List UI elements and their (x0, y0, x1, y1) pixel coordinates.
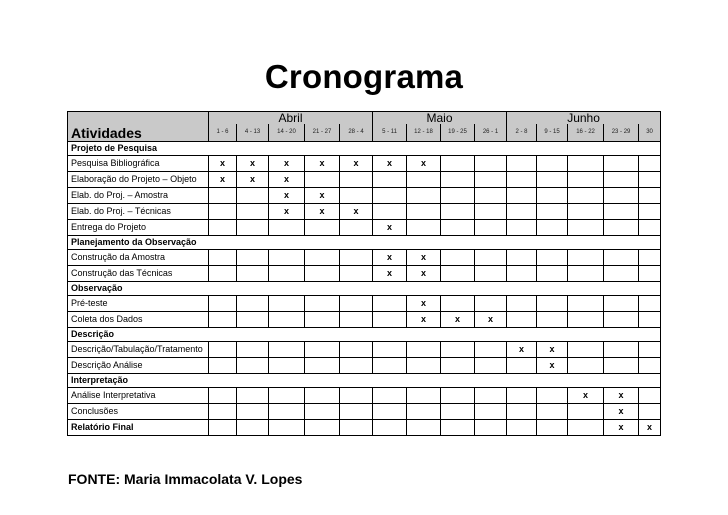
schedule-cell (475, 420, 507, 436)
schedule-cell (441, 404, 475, 420)
activity-label: Construção da Amostra (68, 250, 209, 266)
schedule-cell: x (373, 220, 407, 236)
activity-label: Elaboração do Projeto – Objeto (68, 172, 209, 188)
schedule-cell (305, 172, 340, 188)
schedule-cell (209, 358, 237, 374)
schedule-cell (237, 188, 269, 204)
week-header: 16 - 22 (568, 124, 604, 142)
schedule-cell (537, 172, 568, 188)
week-header: 1 - 6 (209, 124, 237, 142)
schedule-cell (604, 296, 639, 312)
section-label: Planejamento da Observação (68, 236, 661, 250)
schedule-cell: x (237, 156, 269, 172)
schedule-cell: x (507, 342, 537, 358)
week-header: 26 - 1 (475, 124, 507, 142)
schedule-cell (340, 188, 373, 204)
schedule-cell (209, 388, 237, 404)
schedule-cell (507, 296, 537, 312)
schedule-cell (568, 312, 604, 328)
section-label: Projeto de Pesquisa (68, 142, 661, 156)
schedule-cell: x (407, 296, 441, 312)
schedule-cell (373, 420, 407, 436)
schedule-cell (537, 204, 568, 220)
schedule-cell (407, 420, 441, 436)
schedule-cell (441, 358, 475, 374)
schedule-cell (209, 204, 237, 220)
schedule-cell (340, 404, 373, 420)
schedule-cell (407, 358, 441, 374)
month-header: Abril (209, 112, 373, 125)
schedule-cell (305, 250, 340, 266)
schedule-cell (537, 312, 568, 328)
section-row (68, 282, 661, 296)
schedule-cell (441, 388, 475, 404)
schedule-cell (537, 220, 568, 236)
week-header: 23 - 29 (604, 124, 639, 142)
schedule-cell: x (209, 172, 237, 188)
schedule-cell (407, 188, 441, 204)
schedule-cell: x (475, 312, 507, 328)
schedule-cell: x (568, 388, 604, 404)
schedule-cell (537, 188, 568, 204)
schedule-cell (507, 404, 537, 420)
section-label: Descrição (68, 328, 661, 342)
month-header: Junho (507, 112, 661, 125)
schedule-cell (269, 404, 305, 420)
schedule-cell (507, 204, 537, 220)
schedule-cell (209, 312, 237, 328)
schedule-cell: x (269, 188, 305, 204)
schedule-cell (237, 220, 269, 236)
schedule-cell (373, 358, 407, 374)
schedule-cell: x (604, 404, 639, 420)
schedule-cell (639, 312, 661, 328)
schedule-cell (537, 404, 568, 420)
schedule-cell (237, 388, 269, 404)
schedule-cell: x (407, 266, 441, 282)
activity-label: Entrega do Projeto (68, 220, 209, 236)
schedule-cell (340, 358, 373, 374)
schedule-cell: x (340, 204, 373, 220)
schedule-cell (269, 296, 305, 312)
week-header: 12 - 18 (407, 124, 441, 142)
activity-row (68, 172, 661, 188)
activity-row (68, 388, 661, 404)
schedule-cell: x (237, 172, 269, 188)
schedule-cell (237, 204, 269, 220)
schedule-cell: x (305, 156, 340, 172)
schedule-cell (639, 342, 661, 358)
schedule-cell (237, 342, 269, 358)
schedule-cell: x (441, 312, 475, 328)
schedule-cell (237, 266, 269, 282)
schedule-cell (305, 388, 340, 404)
schedule-cell: x (373, 156, 407, 172)
schedule-cell (305, 420, 340, 436)
schedule-cell (340, 342, 373, 358)
schedule-cell (568, 172, 604, 188)
schedule-cell (568, 420, 604, 436)
activity-label: Análise Interpretativa (68, 388, 209, 404)
schedule-cell (604, 250, 639, 266)
schedule-cell (475, 342, 507, 358)
schedule-cell (305, 220, 340, 236)
week-header: 28 - 4 (340, 124, 373, 142)
schedule-table (67, 111, 661, 436)
schedule-cell (639, 296, 661, 312)
schedule-cell (639, 358, 661, 374)
schedule-cell (475, 220, 507, 236)
schedule-cell (507, 220, 537, 236)
header-spacer (68, 112, 209, 125)
section-row (68, 328, 661, 342)
activity-label: Pesquisa Bibliográfica (68, 156, 209, 172)
activity-row (68, 404, 661, 420)
section-label: Observação (68, 282, 661, 296)
activity-row (68, 156, 661, 172)
activity-row (68, 204, 661, 220)
schedule-cell: x (269, 156, 305, 172)
schedule-cell: x (269, 204, 305, 220)
schedule-cell (269, 220, 305, 236)
schedule-cell (340, 296, 373, 312)
schedule-cell (373, 204, 407, 220)
activity-row (68, 312, 661, 328)
schedule-cell (639, 250, 661, 266)
activity-label: Relatório Final (68, 420, 209, 436)
schedule-cell (441, 250, 475, 266)
schedule-cell (475, 266, 507, 282)
schedule-cell (373, 342, 407, 358)
schedule-cell (507, 188, 537, 204)
schedule-cell (373, 404, 407, 420)
schedule-cell (507, 266, 537, 282)
schedule-cell: x (639, 420, 661, 436)
schedule-cell (373, 188, 407, 204)
schedule-cell (441, 204, 475, 220)
schedule-cell (604, 342, 639, 358)
schedule-cell (305, 312, 340, 328)
week-header-row (68, 124, 661, 142)
schedule-cell (568, 404, 604, 420)
activity-row (68, 250, 661, 266)
schedule-cell (507, 156, 537, 172)
activity-label: Conclusões (68, 404, 209, 420)
schedule-cell (475, 358, 507, 374)
schedule-cell: x (604, 420, 639, 436)
schedule-cell (604, 312, 639, 328)
activity-label: Construção das Técnicas (68, 266, 209, 282)
schedule-cell (340, 220, 373, 236)
page-title: Cronograma (264, 58, 464, 95)
activity-label: Elab. do Proj. – Técnicas (68, 204, 209, 220)
activity-label: Descrição Análise (68, 358, 209, 374)
schedule-cell (568, 188, 604, 204)
schedule-cell (639, 156, 661, 172)
schedule-cell (604, 266, 639, 282)
activity-row (68, 420, 661, 436)
month-header-row (68, 112, 661, 125)
schedule-cell (407, 404, 441, 420)
schedule-cell (475, 250, 507, 266)
schedule-cell: x (407, 312, 441, 328)
schedule-cell (237, 404, 269, 420)
schedule-cell (373, 312, 407, 328)
schedule-cell: x (305, 188, 340, 204)
activity-row (68, 358, 661, 374)
schedule-cell (441, 342, 475, 358)
activity-row (68, 296, 661, 312)
schedule-cell: x (373, 266, 407, 282)
activity-label: Pré-teste (68, 296, 209, 312)
schedule-cell (407, 172, 441, 188)
week-header: 30 (639, 124, 661, 142)
schedule-cell (568, 358, 604, 374)
schedule-cell: x (537, 358, 568, 374)
section-row (68, 374, 661, 388)
schedule-cell: x (269, 172, 305, 188)
schedule-cell: x (373, 250, 407, 266)
schedule-cell (441, 188, 475, 204)
schedule-cell (237, 420, 269, 436)
schedule-cell: x (407, 250, 441, 266)
schedule-cell (441, 220, 475, 236)
activity-row (68, 188, 661, 204)
section-row (68, 142, 661, 156)
schedule-cell (537, 296, 568, 312)
week-header: 9 - 15 (537, 124, 568, 142)
schedule-cell (475, 388, 507, 404)
week-header: 19 - 25 (441, 124, 475, 142)
schedule-cell: x (340, 156, 373, 172)
schedule-cell (639, 172, 661, 188)
schedule-cell (507, 358, 537, 374)
activity-label: Coleta dos Dados (68, 312, 209, 328)
schedule-cell (568, 342, 604, 358)
week-header: 4 - 13 (237, 124, 269, 142)
schedule-cell (340, 388, 373, 404)
schedule-cell (507, 312, 537, 328)
schedule-cell (441, 296, 475, 312)
schedule-cell (373, 296, 407, 312)
schedule-cell (441, 172, 475, 188)
schedule-cell (340, 420, 373, 436)
schedule-cell (568, 220, 604, 236)
schedule-cell (407, 342, 441, 358)
schedule-cell (305, 342, 340, 358)
schedule-cell (639, 266, 661, 282)
schedule-cell (475, 296, 507, 312)
schedule-cell (568, 156, 604, 172)
schedule-cell (237, 358, 269, 374)
schedule-cell (340, 312, 373, 328)
schedule-cell: x (209, 156, 237, 172)
schedule-cell (507, 172, 537, 188)
schedule-cell (373, 388, 407, 404)
schedule-cell (604, 358, 639, 374)
activity-row (68, 220, 661, 236)
schedule-cell (209, 188, 237, 204)
schedule-cell (537, 266, 568, 282)
schedule-cell (237, 296, 269, 312)
schedule-cell: x (537, 342, 568, 358)
schedule-cell (507, 250, 537, 266)
schedule-cell (507, 420, 537, 436)
schedule-cell (237, 250, 269, 266)
schedule-cell (305, 404, 340, 420)
schedule-cell (340, 172, 373, 188)
schedule-cell (604, 204, 639, 220)
schedule-cell (475, 156, 507, 172)
schedule-cell (604, 172, 639, 188)
week-header: 2 - 8 (507, 124, 537, 142)
schedule-cell (269, 358, 305, 374)
schedule-cell (475, 188, 507, 204)
schedule-cell (269, 250, 305, 266)
schedule-cell (269, 420, 305, 436)
schedule-cell (639, 220, 661, 236)
schedule-cell (407, 204, 441, 220)
schedule-cell (475, 404, 507, 420)
schedule-cell (340, 250, 373, 266)
month-header: Maio (373, 112, 507, 125)
schedule-cell (639, 404, 661, 420)
week-header: 5 - 11 (373, 124, 407, 142)
schedule-cell (475, 204, 507, 220)
schedule-cell (441, 156, 475, 172)
schedule-cell (269, 342, 305, 358)
schedule-cell (441, 266, 475, 282)
activity-row (68, 342, 661, 358)
schedule-cell (568, 266, 604, 282)
schedule-cell (305, 296, 340, 312)
schedule-cell: x (407, 156, 441, 172)
schedule-cell (639, 204, 661, 220)
schedule-cell (639, 388, 661, 404)
schedule-cell (209, 404, 237, 420)
schedule-cell (407, 388, 441, 404)
schedule-cell (209, 342, 237, 358)
schedule-cell (340, 266, 373, 282)
schedule-cell (305, 266, 340, 282)
section-label: Interpretação (68, 374, 661, 388)
schedule-cell (209, 420, 237, 436)
schedule-cell (639, 188, 661, 204)
schedule-cell (269, 266, 305, 282)
schedule-cell (537, 156, 568, 172)
schedule-cell (537, 250, 568, 266)
schedule-cell (604, 188, 639, 204)
schedule-cell (537, 420, 568, 436)
schedule-cell (604, 220, 639, 236)
schedule-cell (568, 204, 604, 220)
schedule-cell (209, 220, 237, 236)
activities-column-header: Atividades (68, 124, 209, 142)
schedule-cell (269, 312, 305, 328)
schedule-cell (568, 296, 604, 312)
schedule-cell (269, 388, 305, 404)
schedule-cell (209, 296, 237, 312)
schedule-cell (209, 266, 237, 282)
activity-label: Elab. do Proj. – Amostra (68, 188, 209, 204)
schedule-cell (441, 420, 475, 436)
schedule-cell (568, 250, 604, 266)
section-row (68, 236, 661, 250)
schedule-cell (475, 172, 507, 188)
schedule-cell (407, 220, 441, 236)
week-header: 14 - 20 (269, 124, 305, 142)
schedule-cell (604, 156, 639, 172)
week-header: 21 - 27 (305, 124, 340, 142)
schedule-cell (237, 312, 269, 328)
activity-row (68, 266, 661, 282)
schedule-cell (209, 250, 237, 266)
schedule-cell (373, 172, 407, 188)
schedule-cell (305, 358, 340, 374)
schedule-cell (507, 388, 537, 404)
source-caption: FONTE: Maria Immacolata V. Lopes (68, 471, 303, 487)
schedule-cell (537, 388, 568, 404)
activity-label: Descrição/Tabulação/Tratamento (68, 342, 209, 358)
schedule-cell: x (305, 204, 340, 220)
schedule-cell: x (604, 388, 639, 404)
